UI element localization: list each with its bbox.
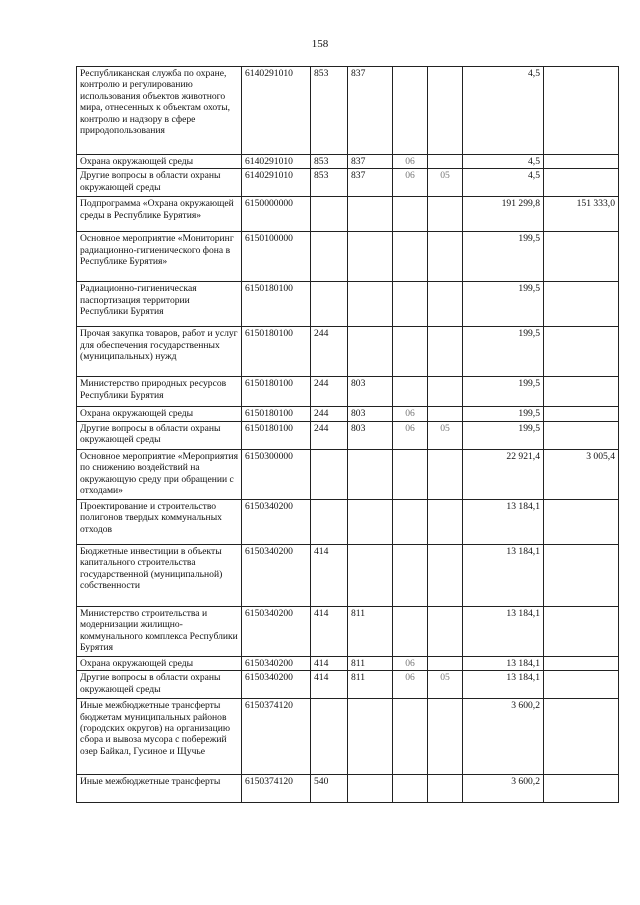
- subsection-code-cell: [428, 544, 463, 606]
- item-name-cell: Другие вопросы в области охраны окружающей среды: [77, 421, 242, 449]
- section-code-cell: 06: [393, 169, 428, 197]
- item-name-cell: Основное мероприятие «Мониторинг радиационно-гигиенического фона в Республике Бурятия»: [77, 232, 242, 282]
- table-row: [77, 155, 619, 169]
- expense-type-code-cell: [311, 197, 348, 232]
- expense-type-code-cell: [311, 449, 348, 499]
- section-code-cell: 06: [393, 155, 428, 169]
- amount-cell: 4,5: [463, 155, 544, 169]
- amount-extra-cell: [544, 327, 619, 377]
- amount-extra-cell: [544, 232, 619, 282]
- amount-cell: 199,5: [463, 421, 544, 449]
- item-name-cell: Охрана окружающей среды: [77, 407, 242, 421]
- table-row: [77, 67, 619, 155]
- item-name-cell: Республиканская служба по охране, контролю и регулированию использования объектов животного мира, отнесенных к объектам охоты, контролю и надзору в сфере природопользования: [77, 67, 242, 155]
- section-code-cell: [393, 544, 428, 606]
- subsection-code-cell: [428, 327, 463, 377]
- target-article-code-cell: 6150340200: [242, 544, 311, 606]
- table-row: [77, 327, 619, 377]
- table-row: [77, 407, 619, 421]
- table-row: [77, 606, 619, 656]
- subsection-code-cell: [428, 67, 463, 155]
- amount-cell: 13 184,1: [463, 499, 544, 544]
- subsection-code-cell: [428, 155, 463, 169]
- item-name-cell: Охрана окружающей среды: [77, 656, 242, 670]
- section-code-cell: 06: [393, 421, 428, 449]
- table-row: [77, 232, 619, 282]
- administrator-code-cell: [348, 699, 393, 775]
- expense-type-code-cell: 414: [311, 544, 348, 606]
- target-article-code-cell: 6150180100: [242, 327, 311, 377]
- item-name-cell: Охрана окружающей среды: [77, 155, 242, 169]
- subsection-code-cell: [428, 699, 463, 775]
- expense-type-code-cell: 853: [311, 169, 348, 197]
- expense-type-code-cell: [311, 699, 348, 775]
- item-name-cell: Бюджетные инвестиции в объекты капитального строительства государственной (муниципальной) собственности: [77, 544, 242, 606]
- target-article-code-cell: 6140291010: [242, 67, 311, 155]
- item-name-cell: Проектирование и строительство полигонов твердых коммунальных отходов: [77, 499, 242, 544]
- section-code-cell: [393, 232, 428, 282]
- administrator-code-cell: [348, 232, 393, 282]
- table-row: [77, 671, 619, 699]
- expense-type-code-cell: [311, 232, 348, 282]
- table-row: [77, 544, 619, 606]
- subsection-code-cell: [428, 449, 463, 499]
- subsection-code-cell: 05: [428, 671, 463, 699]
- target-article-code-cell: 6150180100: [242, 421, 311, 449]
- target-article-code-cell: 6150340200: [242, 656, 311, 670]
- item-name-cell: Иные межбюджетные трансферты бюджетам муниципальных районов (городских округов) на организацию сбора и вывоза мусора с побережий озер Байкал, Гусиное и Щучье: [77, 699, 242, 775]
- amount-cell: 199,5: [463, 232, 544, 282]
- subsection-code-cell: [428, 499, 463, 544]
- amount-extra-cell: [544, 155, 619, 169]
- administrator-code-cell: 811: [348, 671, 393, 699]
- table-row: [77, 421, 619, 449]
- administrator-code-cell: [348, 282, 393, 327]
- target-article-code-cell: 6150340200: [242, 606, 311, 656]
- amount-extra-cell: [544, 407, 619, 421]
- administrator-code-cell: 811: [348, 606, 393, 656]
- item-name-cell: Основное мероприятие «Мероприятия по снижению воздействий на окружающую среду при обращении с отходами»: [77, 449, 242, 499]
- administrator-code-cell: 803: [348, 377, 393, 407]
- amount-extra-cell: [544, 67, 619, 155]
- target-article-code-cell: 6150000000: [242, 197, 311, 232]
- target-article-code-cell: 6150340200: [242, 671, 311, 699]
- target-article-code-cell: 6150300000: [242, 449, 311, 499]
- amount-cell: 191 299,8: [463, 197, 544, 232]
- administrator-code-cell: [348, 775, 393, 803]
- amount-extra-cell: [544, 606, 619, 656]
- expense-type-code-cell: 244: [311, 327, 348, 377]
- amount-extra-cell: 151 333,0: [544, 197, 619, 232]
- section-code-cell: [393, 197, 428, 232]
- amount-extra-cell: [544, 671, 619, 699]
- amount-cell: 199,5: [463, 407, 544, 421]
- target-article-code-cell: 6150374120: [242, 699, 311, 775]
- item-name-cell: Другие вопросы в области охраны окружающей среды: [77, 671, 242, 699]
- administrator-code-cell: 837: [348, 155, 393, 169]
- expense-type-code-cell: 414: [311, 656, 348, 670]
- amount-cell: 13 184,1: [463, 544, 544, 606]
- item-name-cell: Министерство строительства и модернизации жилищно-коммунального комплекса Республики Бурятия: [77, 606, 242, 656]
- amount-extra-cell: [544, 169, 619, 197]
- target-article-code-cell: 6150180100: [242, 282, 311, 327]
- item-name-cell: Другие вопросы в области охраны окружающей среды: [77, 169, 242, 197]
- table-row: [77, 282, 619, 327]
- expense-type-code-cell: 414: [311, 671, 348, 699]
- administrator-code-cell: 837: [348, 169, 393, 197]
- table-row: [77, 775, 619, 803]
- section-code-cell: [393, 327, 428, 377]
- item-name-cell: Подпрограмма «Охрана окружающей среды в Республике Бурятия»: [77, 197, 242, 232]
- target-article-code-cell: 6140291010: [242, 155, 311, 169]
- subsection-code-cell: [428, 656, 463, 670]
- page-number: 158: [311, 38, 329, 50]
- administrator-code-cell: [348, 327, 393, 377]
- expense-type-code-cell: 540: [311, 775, 348, 803]
- target-article-code-cell: 6150340200: [242, 499, 311, 544]
- amount-extra-cell: [544, 699, 619, 775]
- amount-extra-cell: [544, 775, 619, 803]
- amount-cell: 199,5: [463, 282, 544, 327]
- table-row: [77, 699, 619, 775]
- section-code-cell: [393, 67, 428, 155]
- expense-type-code-cell: 853: [311, 155, 348, 169]
- section-code-cell: 06: [393, 656, 428, 670]
- section-code-cell: [393, 377, 428, 407]
- administrator-code-cell: [348, 499, 393, 544]
- amount-extra-cell: [544, 421, 619, 449]
- section-code-cell: [393, 606, 428, 656]
- expense-type-code-cell: 414: [311, 606, 348, 656]
- expense-type-code-cell: [311, 499, 348, 544]
- amount-cell: 199,5: [463, 377, 544, 407]
- amount-cell: 13 184,1: [463, 656, 544, 670]
- amount-extra-cell: 3 005,4: [544, 449, 619, 499]
- section-code-cell: 06: [393, 671, 428, 699]
- amount-cell: 13 184,1: [463, 671, 544, 699]
- target-article-code-cell: 6150374120: [242, 775, 311, 803]
- expense-type-code-cell: [311, 282, 348, 327]
- subsection-code-cell: 05: [428, 421, 463, 449]
- amount-cell: 13 184,1: [463, 606, 544, 656]
- amount-cell: 4,5: [463, 169, 544, 197]
- administrator-code-cell: [348, 544, 393, 606]
- amount-extra-cell: [544, 499, 619, 544]
- budget-table: [76, 66, 619, 803]
- subsection-code-cell: [428, 377, 463, 407]
- administrator-code-cell: 811: [348, 656, 393, 670]
- subsection-code-cell: 05: [428, 169, 463, 197]
- table-row: [77, 377, 619, 407]
- table-row: [77, 449, 619, 499]
- subsection-code-cell: [428, 407, 463, 421]
- subsection-code-cell: [428, 775, 463, 803]
- target-article-code-cell: 6150100000: [242, 232, 311, 282]
- item-name-cell: Иные межбюджетные трансферты: [77, 775, 242, 803]
- section-code-cell: [393, 449, 428, 499]
- expense-type-code-cell: 244: [311, 421, 348, 449]
- item-name-cell: Министерство природных ресурсов Республики Бурятия: [77, 377, 242, 407]
- section-code-cell: [393, 282, 428, 327]
- subsection-code-cell: [428, 606, 463, 656]
- administrator-code-cell: [348, 449, 393, 499]
- amount-cell: 199,5: [463, 327, 544, 377]
- administrator-code-cell: 837: [348, 67, 393, 155]
- section-code-cell: 06: [393, 407, 428, 421]
- subsection-code-cell: [428, 197, 463, 232]
- section-code-cell: [393, 699, 428, 775]
- table-row: [77, 197, 619, 232]
- table-row: [77, 656, 619, 670]
- table-row: [77, 499, 619, 544]
- administrator-code-cell: 803: [348, 407, 393, 421]
- section-code-cell: [393, 499, 428, 544]
- administrator-code-cell: 803: [348, 421, 393, 449]
- item-name-cell: Радиационно-гигиеническая паспортизация территории Республики Бурятия: [77, 282, 242, 327]
- subsection-code-cell: [428, 232, 463, 282]
- expense-type-code-cell: 244: [311, 377, 348, 407]
- amount-extra-cell: [544, 656, 619, 670]
- target-article-code-cell: 6150180100: [242, 407, 311, 421]
- amount-extra-cell: [544, 544, 619, 606]
- administrator-code-cell: [348, 197, 393, 232]
- amount-cell: 4,5: [463, 67, 544, 155]
- budget-table-body: [77, 67, 619, 803]
- amount-extra-cell: [544, 282, 619, 327]
- amount-cell: 3 600,2: [463, 775, 544, 803]
- target-article-code-cell: 6140291010: [242, 169, 311, 197]
- target-article-code-cell: 6150180100: [242, 377, 311, 407]
- amount-cell: 3 600,2: [463, 699, 544, 775]
- table-row: [77, 169, 619, 197]
- amount-extra-cell: [544, 377, 619, 407]
- item-name-cell: Прочая закупка товаров, работ и услуг для обеспечения государственных (муниципальных) нужд: [77, 327, 242, 377]
- subsection-code-cell: [428, 282, 463, 327]
- expense-type-code-cell: 244: [311, 407, 348, 421]
- expense-type-code-cell: 853: [311, 67, 348, 155]
- amount-cell: 22 921,4: [463, 449, 544, 499]
- section-code-cell: [393, 775, 428, 803]
